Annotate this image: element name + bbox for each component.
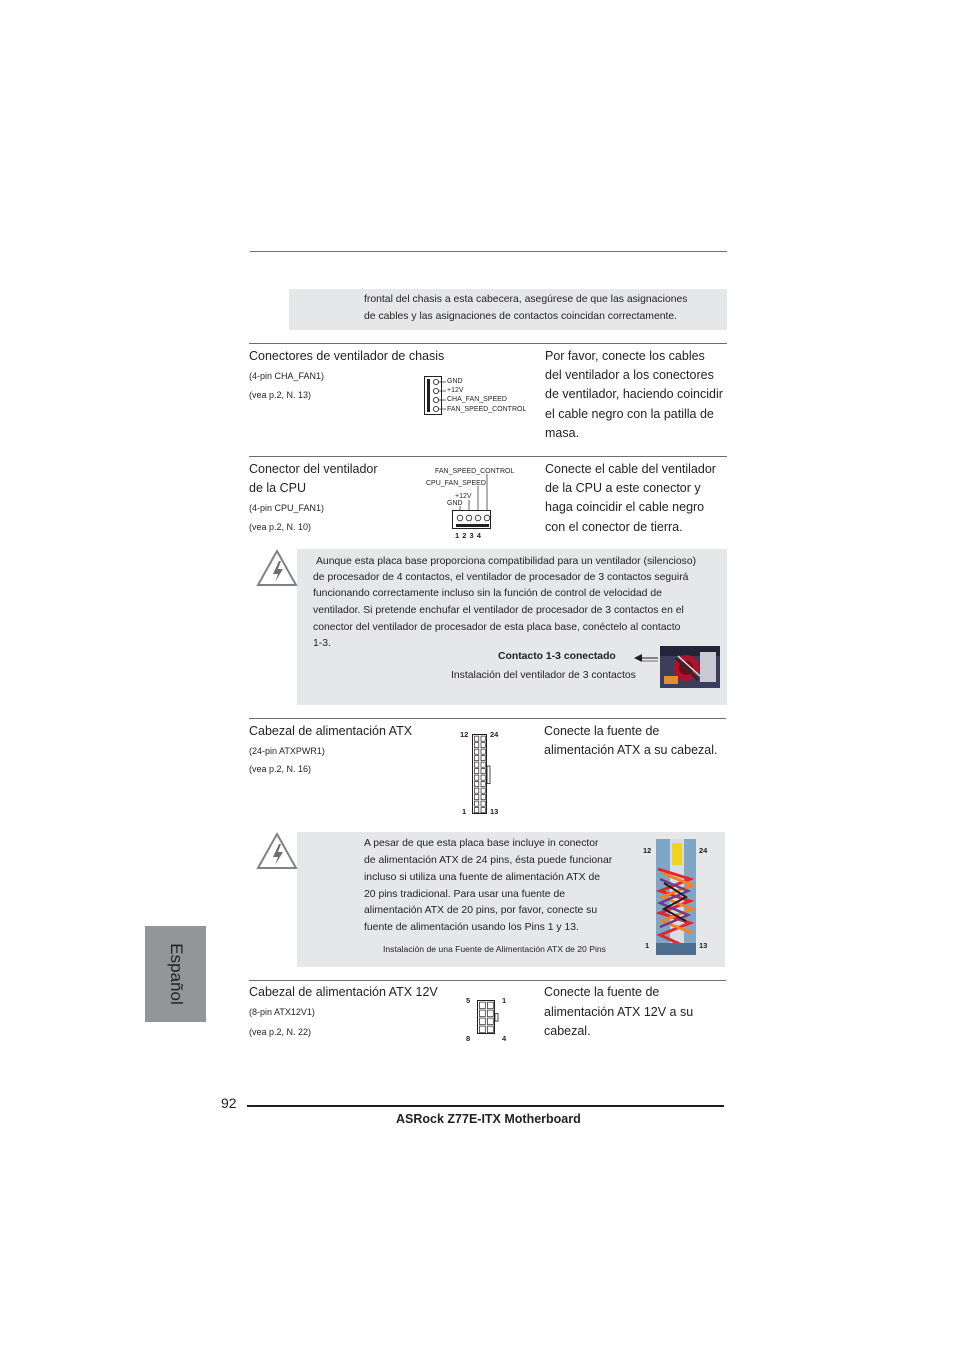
warning-icon [256, 831, 298, 871]
atx24-pin [475, 749, 479, 754]
contact-connected-label: Contacto 1-3 conectado [498, 651, 616, 662]
cpu-fan-label-12v: +12V [455, 493, 472, 500]
atx24-pin [481, 762, 485, 767]
cpu-fan-connector-diagram [452, 474, 492, 532]
section-rule-atx12v [249, 980, 726, 981]
cpu-fan-photo [660, 646, 720, 688]
atx12v-pin: (8-pin ATX12V1) [249, 1007, 315, 1017]
footer-title: ASRock Z77E-ITX Motherboard [396, 1112, 581, 1126]
atx-pin-label-12: 12 [460, 730, 469, 739]
atx-20pin-caption: Instalación de una Fuente de Alimentación ATX de 20 Pins [383, 944, 606, 954]
atx24-pin [475, 762, 479, 767]
atx24-pin [481, 775, 485, 780]
fan-install-caption: Instalación del ventilador de 3 contactos [451, 670, 636, 681]
atx12v-pin-label-8: 8 [466, 1034, 471, 1043]
atx24-pin [481, 743, 485, 748]
atx8-pin [488, 1002, 494, 1009]
atx24-pin [481, 788, 485, 793]
atx24-pin [475, 775, 479, 780]
atx24-pin [475, 795, 479, 800]
atx12v-desc-2: alimentación ATX 12V a su [544, 1005, 694, 1019]
atx-power-desc-1: Conecte la fuente de [544, 724, 660, 738]
continuation-note-line1: frontal del chasis a esta cabecera, asegúrese de que las asignaciones [364, 294, 688, 305]
atx12v-title: Cabezal de alimentación ATX 12V [249, 985, 438, 999]
chassis-fan-pin: (4-pin CHA_FAN1) [249, 371, 325, 381]
atx12v-desc-3: cabezal. [544, 1024, 591, 1038]
chassis-fan-title: Conectores de ventilador de chasis [249, 349, 445, 363]
language-tab-label: Español [166, 943, 186, 1005]
atx24-pin [481, 736, 485, 741]
atx8-latch [495, 1014, 498, 1021]
atx12v-pin-label-1: 1 [502, 996, 507, 1005]
chassis-fan-desc-5: masa. [545, 426, 580, 440]
atx24-pin [475, 743, 479, 748]
warning1-line4: ventilador. Si pretende enchufar el ventilador de procesador de 3 contactos en el [313, 605, 684, 616]
warning2-line5: alimentación ATX de 20 pins, por favor, conecte su [364, 905, 598, 916]
section-rule-chassis-fan [249, 343, 727, 344]
continuation-note-line2: de cables y las asignaciones de contactos coincidan correctamente. [364, 311, 678, 322]
atx-power-pin: (24-pin ATXPWR1) [249, 746, 325, 756]
atx24-pin [481, 769, 485, 774]
warning2-line1: A pesar de que esta placa base incluye in conector [364, 838, 599, 849]
atx8-pin [488, 1026, 494, 1033]
cpu-fan-title-line1: Conector del ventilador [249, 462, 378, 476]
atx12v-ref: (vea p.2, N. 22) [249, 1027, 312, 1037]
chassis-fan-connector-diagram [424, 376, 444, 416]
language-side-tab [145, 926, 206, 1022]
atx12v-pin-label-4: 4 [502, 1034, 507, 1043]
atx24-pin [481, 756, 485, 761]
warning2-line6: fuente de alimentación usando los Pins 1 y 13. [364, 922, 579, 933]
atx24-pin [475, 788, 479, 793]
atx8-pin [488, 1018, 494, 1025]
atx12v-8pin-connector-diagram [477, 1000, 499, 1036]
photo-pin-label-13: 13 [699, 941, 708, 950]
chassis-fan-desc-1: Por favor, conecte los cables [545, 349, 705, 363]
atx24-pin [481, 808, 485, 813]
cpu-fan-desc-2: de la CPU a este conector y [545, 481, 701, 495]
atx24-pin [475, 782, 479, 787]
atx24-latch [487, 766, 490, 784]
chassis-fan-desc-2: del ventilador a los conectores [545, 368, 714, 382]
chassis-fan-desc-4: el cable negro con la patilla de [545, 407, 714, 421]
atx-power-desc-2: alimentación ATX a su cabezal. [544, 743, 718, 757]
chassis-fan-pin-label-4: FAN_SPEED_CONTROL [447, 406, 527, 413]
atx-20pin-photo [656, 839, 696, 955]
warning1-line1: Aunque esta placa base proporciona compatibilidad para un ventilador (silencioso) [316, 556, 697, 567]
warning1-line5: conector del ventilador de procesador de esta placa base, conéctelo al contacto [313, 622, 681, 633]
atx24-pin [481, 782, 485, 787]
chassis-fan-pin-label-3: CHA_FAN_SPEED [447, 396, 507, 403]
atx24-pin [475, 801, 479, 806]
atx-pin-label-13: 13 [490, 807, 499, 816]
atx-power-title: Cabezal de alimentación ATX [249, 724, 413, 738]
atx-24pin-connector-diagram [472, 734, 494, 816]
chassis-fan-ref: (vea p.2, N. 13) [249, 390, 312, 400]
warning2-line4: 20 pins tradicional. Para usar una fuente de [364, 889, 566, 900]
cpu-fan-desc-3: haga coincidir el cable negro [545, 500, 705, 514]
atx12v-pin-label-5: 5 [466, 996, 471, 1005]
warning-icon [256, 548, 298, 588]
top-rule [250, 251, 727, 252]
footer-rule [247, 1105, 724, 1107]
cpu-fan-pin-numbers: 1 2 3 4 [455, 531, 481, 540]
cpu-fan-label-cpu-fan-speed: CPU_FAN_SPEED [426, 480, 486, 487]
warning1-line6: 1-3. [313, 638, 331, 649]
atx8-pin [480, 1002, 486, 1009]
cpu-fan-label-gnd: GND [447, 500, 463, 507]
atx8-pin [488, 1010, 494, 1017]
cpu-fan-desc-4: con el conector de tierra. [545, 520, 683, 534]
warning1-line3: funcionando correctamente incluso sin la función de control de velocidad de [313, 588, 662, 599]
atx24-pin [481, 749, 485, 754]
arrow-left-icon [634, 652, 660, 664]
photo-pin-label-1: 1 [645, 941, 650, 950]
atx24-pin [475, 808, 479, 813]
warning1-line2: de procesador de 4 contactos, el ventilador de procesador de 3 contactos seguirá [313, 572, 689, 583]
cpu-fan-ref: (vea p.2, N. 10) [249, 522, 312, 532]
atx24-pin [481, 795, 485, 800]
atx-pin-label-24: 24 [490, 730, 499, 739]
atx24-pin [475, 769, 479, 774]
cpu-fan-pin: (4-pin CPU_FAN1) [249, 503, 325, 513]
chassis-fan-pin-label-1: GND [447, 378, 463, 385]
photo-pin-label-12: 12 [643, 846, 652, 855]
warning2-line2: de alimentación ATX de 24 pins, ésta puede funcionar [364, 855, 613, 866]
cpu-fan-title-line2: de la CPU [249, 481, 306, 495]
section-rule-atx-power [249, 718, 726, 719]
atx8-pin [480, 1018, 486, 1025]
cpu-fan-desc-1: Conecte el cable del ventilador [545, 462, 716, 476]
atx8-pin [480, 1010, 486, 1017]
atx24-pin [481, 801, 485, 806]
warning2-line3: incluso si utiliza una fuente de alimentación ATX de [364, 872, 601, 883]
atx24-pin [475, 756, 479, 761]
atx24-pin [475, 736, 479, 741]
chassis-fan-pin-label-2: +12V [447, 387, 464, 394]
page-number: 92 [221, 1095, 237, 1111]
photo-pin-label-24: 24 [699, 846, 708, 855]
atx8-pin [480, 1026, 486, 1033]
chassis-fan-desc-3: de ventilador, haciendo coincidir [545, 387, 723, 401]
section-rule-cpu-fan [249, 456, 727, 457]
atx-pin-label-1: 1 [462, 807, 467, 816]
atx12v-desc-1: Conecte la fuente de [544, 985, 660, 999]
cpu-fan-label-fan-speed-control: FAN_SPEED_CONTROL [435, 468, 515, 475]
atx-power-ref: (vea p.2, N. 16) [249, 764, 312, 774]
